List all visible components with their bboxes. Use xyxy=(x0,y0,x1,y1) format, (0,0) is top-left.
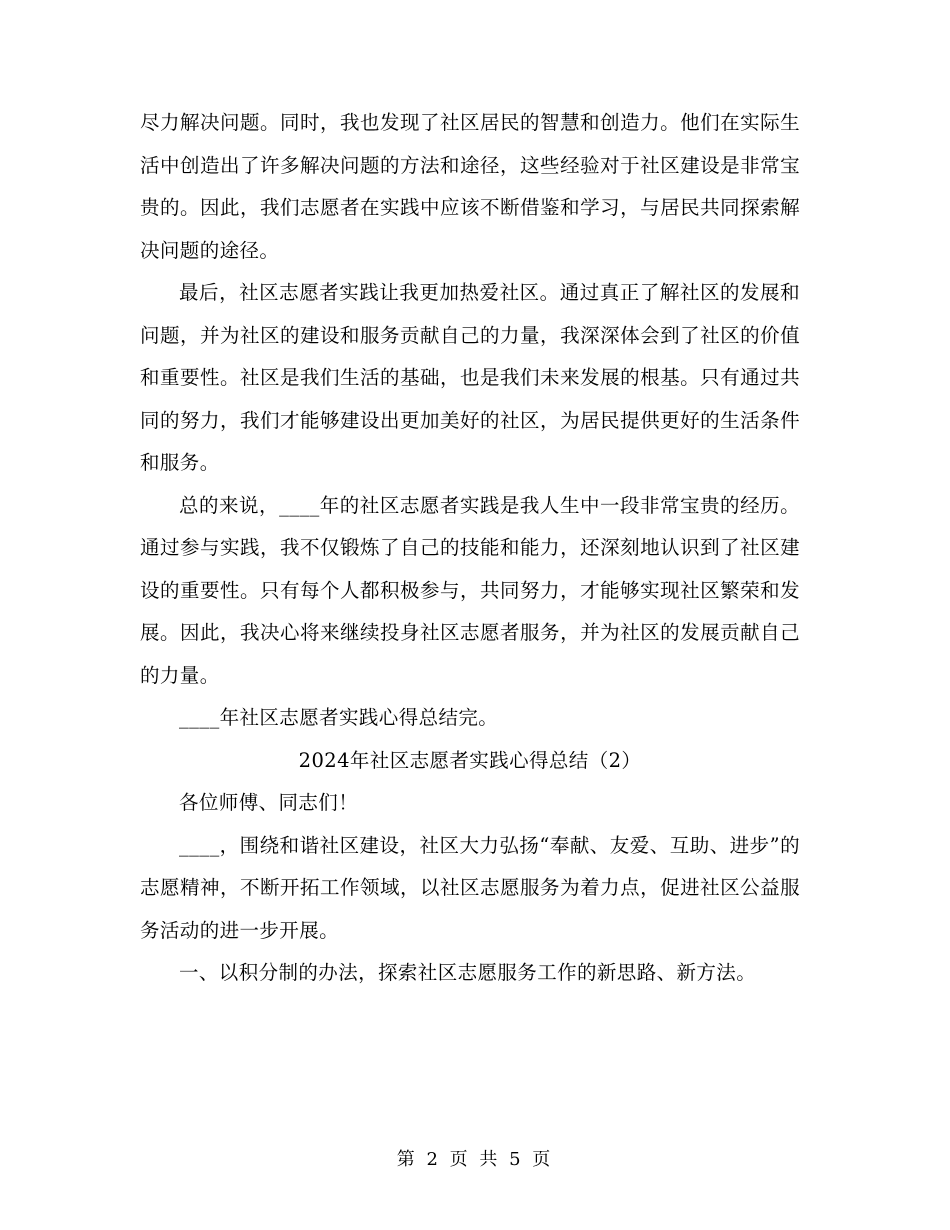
paragraph-greeting: 各位师傅、同志们！ xyxy=(179,791,359,814)
document-body xyxy=(140,102,800,995)
section-heading: 2024年社区志愿者实践心得总结（2） xyxy=(298,748,642,772)
paragraph-closing: ____年社区志愿者实践心得总结完。 xyxy=(179,706,499,729)
paragraph-continuation: 尽力解决问题。同时，我也发现了社区居民的智慧和创造力。他们在实际生活中创造出了许多解决问题的方法和途径，这些经验对于社区建设是非常宝贵的。因此，我们志愿者在实践中应该不断借鉴和学习，与居民共同探索解决问题的途径。 xyxy=(140,111,800,262)
paragraph-intro: ____，围绕和谐社区建设，社区大力弘扬“奉献、友爱、互助、进步”的志愿精神，不断开拓工作领域，以社区志愿服务为着力点，促进社区公益服务活动的进一步开展。 xyxy=(140,833,800,942)
paragraph-finally: 最后，社区志愿者实践让我更加热爱社区。通过真正了解社区的发展和问题，并为社区的建设和服务贡献自己的力量，我深深体会到了社区的价值和重要性。社区是我们生活的基础，也是我们未来发展的根基。只有通过共同的努力，我们才能够建设出更加美好的社区，为居民提供更好的生活条件和服务。 xyxy=(140,281,800,474)
paragraph-summary: 总的来说，____年的社区志愿者实践是我人生中一段非常宝贵的经历。通过参与实践，我不仅锻炼了自己的技能和能力，还深刻地认识到了社区建设的重要性。只有每个人都积极参与，共同努力，才能够实现社区繁荣和发展。因此，我决心将来继续投身社区志愿者服务，并为社区的发展贡献自己的力量。 xyxy=(140,493,800,687)
page-number-footer: 第 2 页 共 5 页 xyxy=(396,1149,554,1170)
paragraph-point-one: 一、以积分制的办法，探索社区志愿服务工作的新思路、新方法。 xyxy=(179,961,757,984)
